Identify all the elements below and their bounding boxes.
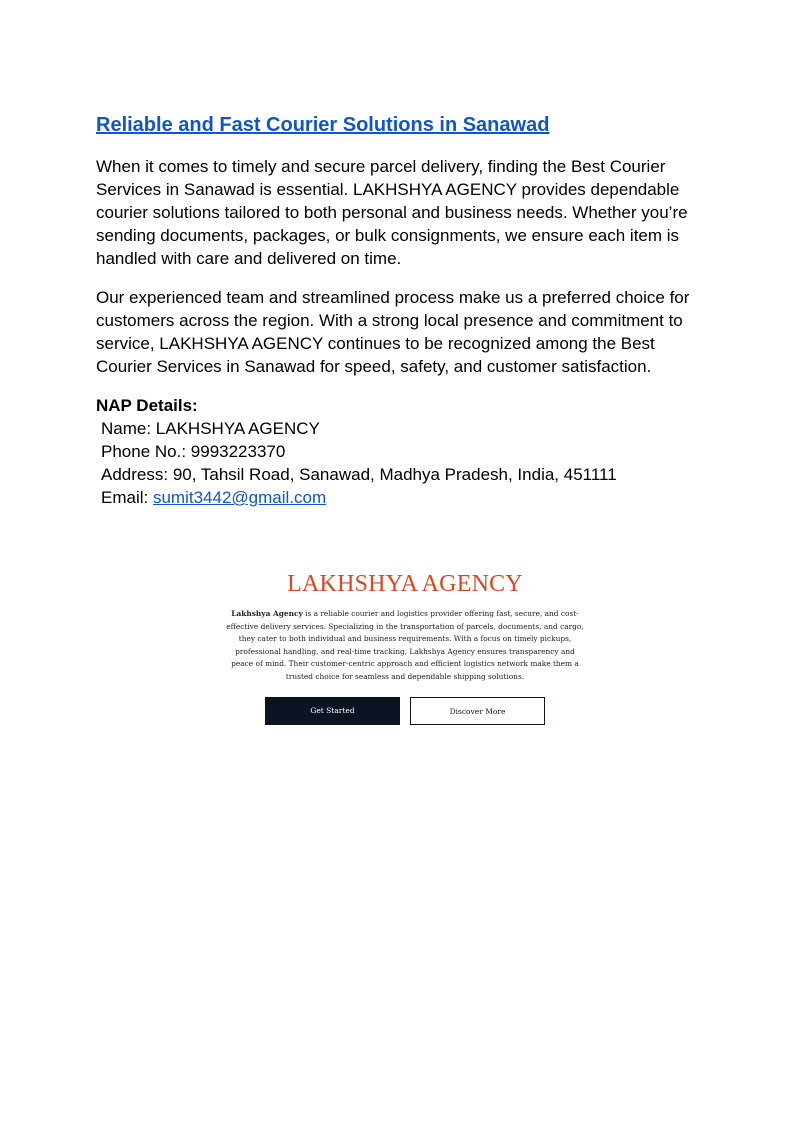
nap-phone-label: Phone No.: xyxy=(101,442,191,461)
agency-banner-image xyxy=(222,566,588,732)
nap-name-line xyxy=(96,417,706,440)
nap-phone-value: 9993223370 xyxy=(190,442,286,461)
intro-paragraph: When it comes to timely and secure parcel delivery, finding the Best Courier Services in Sanawad is essential. LAKHSHYA AGENCY provides dependable courier solutions tailored to both personal and business needs. Whether you’re sending documents, packages, or bulk consignments, we ensure each item is handled with care and delivered on time. xyxy=(96,157,688,268)
nap-phone-line xyxy=(96,440,706,463)
nap-email-line xyxy=(96,486,706,509)
nap-email-label: Email: xyxy=(101,488,153,507)
banner-description xyxy=(224,608,586,684)
banner-buttons xyxy=(265,697,545,725)
document-body xyxy=(96,112,706,509)
nap-address-value: 90, Tahsil Road, Sanawad, Madhya Pradesh, India, 451111 xyxy=(172,465,617,484)
email-link[interactable]: sumit3442@gmail.com xyxy=(152,488,327,507)
get-started-button[interactable]: Get Started xyxy=(265,697,400,725)
banner-title: LAKHSHYA AGENCY xyxy=(287,571,523,597)
nap-details xyxy=(96,394,706,509)
nap-address-line xyxy=(96,463,706,486)
nap-heading: NAP Details: xyxy=(96,396,198,415)
banner-desc-bold: Lakhshya Agency xyxy=(231,609,303,618)
page-title-link[interactable]: Reliable and Fast Courier Solutions in Sanawad xyxy=(96,114,550,136)
nap-name-label: Name: xyxy=(101,419,156,438)
nap-address-label: Address: xyxy=(101,465,173,484)
team-paragraph: Our experienced team and streamlined process make us a preferred choice for customers across the region. With a strong local presence and commitment to service, LAKHSHYA AGENCY continues to be recognized among the Best Courier Services in Sanawad for speed, safety, and customer satisfaction. xyxy=(96,288,690,376)
discover-more-button[interactable]: Discover More xyxy=(410,697,545,725)
nap-name-value: LAKHSHYA AGENCY xyxy=(155,419,320,438)
banner-desc-text: is a reliable courier and logistics provider offering fast, secure, and cost-effective delivery services. Specializing in the transportation of parcels, documents, and cargo, they cater to both individual and business requirements. With a focus on timely pickups, professional handling, and real-time tracking, Lakhshya Agency ensures transparency and peace of mind. Their customer-centric approach and efficient logistics network make them a trusted choice for seamless and dependable shipping solutions. xyxy=(226,609,584,681)
